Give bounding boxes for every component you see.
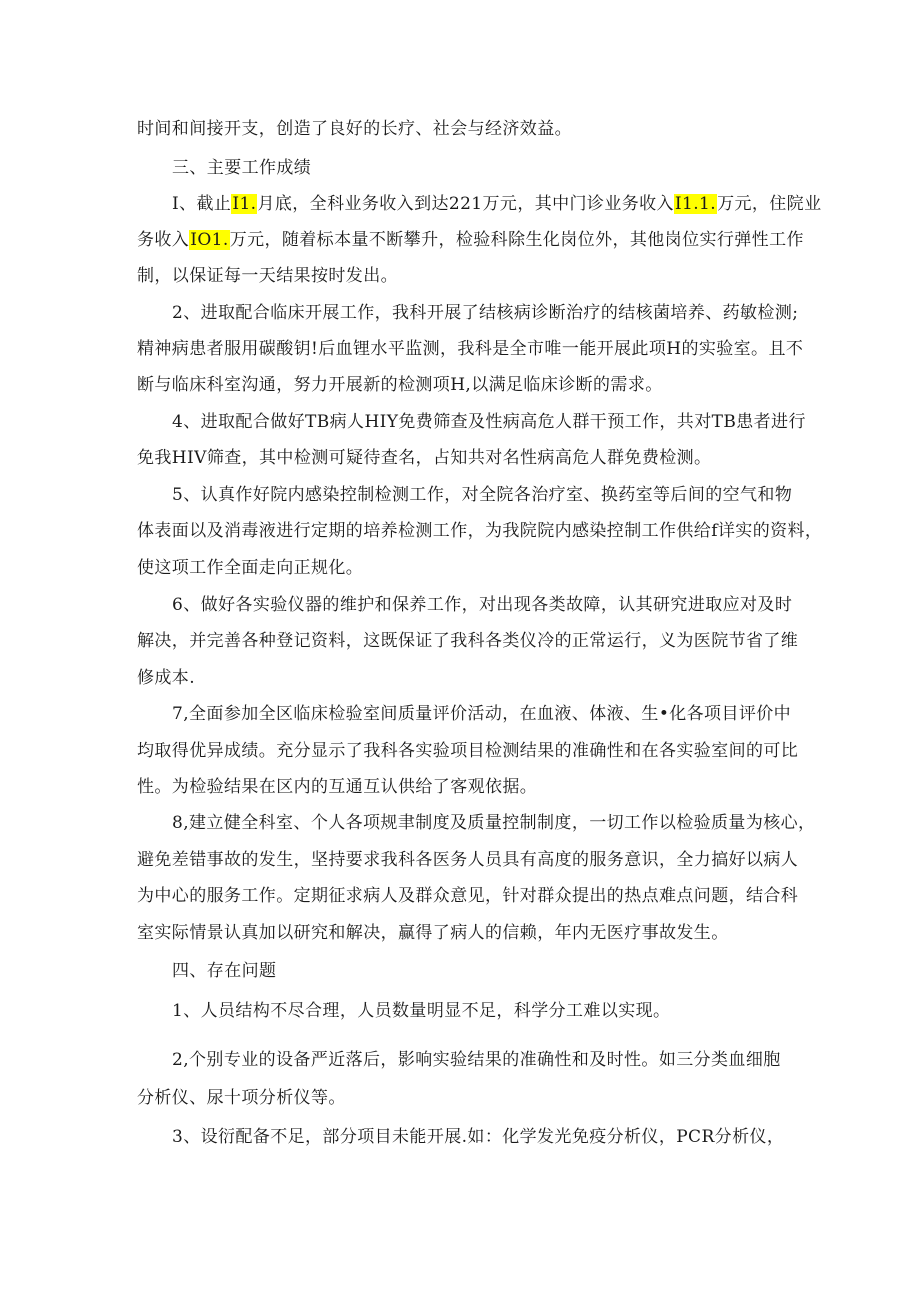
text-line: 2、进取配合临床开展工作，我科开展了结核病诊断治疗的结核菌培养、药敏检测; xyxy=(172,303,799,323)
text-line: 时间和间接开支，创造了良好的长疗、社会与经济效益。 xyxy=(137,119,572,139)
text-fragment: 万元，随着标本量不断攀升，检验科除生化岗位外，其他岗位实行弹性工作 xyxy=(229,230,804,250)
text-line xyxy=(137,229,804,251)
text-line: 免我HIV筛查，其中检测可疑待查名，占知共对名性病高危人群免费检测。 xyxy=(137,448,712,468)
text-line: 避免差错事故的发生，坚持要求我科各医务人员具有高度的服务意识，全力搞好以病人 xyxy=(137,850,799,870)
section-heading: 三、主要工作成绩 xyxy=(172,158,312,178)
text-line: 1、人员结构不尽合理，人员数量明显不足，科学分工难以实现。 xyxy=(172,1001,671,1021)
text-line: 修成本. xyxy=(137,668,196,688)
text-line: 3、设衍配备不足，部分项目未能开展.如：化学发光免疫分析仪，PCR分析仪， xyxy=(172,1127,785,1147)
text-line: 体表面以及消毒液进行定期的培养检测工作，为我院院内感染控制工作供给f详实的资料， xyxy=(137,521,823,541)
text-line xyxy=(172,193,821,215)
text-line: 使这项工作全面走向正规化。 xyxy=(137,558,364,578)
text-line: 6、做好各实验仪器的维护和保养工作，对出现各类故障，认其研究进取应对及时 xyxy=(172,595,793,615)
text-line: 精神病患者服用碳酸钥!后血锂水平监测，我科是全市唯一能开展此项H的实验室。且不 xyxy=(137,339,804,359)
text-line: 为中心的服务工作。定期征求病人及群众意见，针对群众提出的热点难点问题，结合科 xyxy=(137,886,799,906)
highlighted-text: I1. xyxy=(232,194,257,214)
text-line: 均取得优异成绩。充分显示了我科各实验项目检测结果的准确性和在各实验室间的可比 xyxy=(137,741,799,761)
text-line: 8,建立健全科室、个人各项规聿制度及质量控制制度，一切工作以检验质量为核心， xyxy=(172,813,816,833)
highlighted-text: IO1. xyxy=(190,230,229,250)
text-line: 断与临床科室沟通，努力开展新的检测项H,以满足临床诊断的需求。 xyxy=(137,375,663,395)
text-fragment: I、截止 xyxy=(172,194,232,214)
text-line: 2,个别专业的设备严近落后，影响实验结果的准确性和及时性。如三分类血细胞 xyxy=(172,1050,781,1070)
text-line: 室实际情景认真加以研究和解决，赢得了病人的信赖，年内无医疗事故发生。 xyxy=(137,923,729,943)
text-line: 性。为检验结果在区内的互通互认供给了客观依据。 xyxy=(137,777,538,797)
text-fragment: 月底，全科业务收入到达221万元，其中门诊业务收入 xyxy=(257,194,674,214)
text-line: 5、认真作好院内感染控制检测工作，对全院各治疗室、换药室等后间的空气和物 xyxy=(172,485,793,505)
text-fragment: 务收入 xyxy=(137,230,190,250)
text-fragment: 万元，住院业 xyxy=(717,194,822,214)
section-heading: 四、存在问题 xyxy=(172,961,277,981)
text-line: 解决，并完善各种登记资料，这既保证了我科各类仪冷的正常运行，义为医院节省了维 xyxy=(137,631,799,651)
text-line: 4、进取配合做好TB病人HIY免费筛查及性病高危人群干预工作，共对TB患者进行 xyxy=(172,412,806,432)
text-line: 7,全面参加全区临床检验室间质量评价活动，在血液、体液、生•化各项目评价中 xyxy=(172,704,792,724)
highlighted-text: I1.1. xyxy=(674,194,717,214)
text-line: 制，以保证每一天结果按时发出。 xyxy=(137,266,398,286)
text-line: 分析仪、尿十项分析仪等。 xyxy=(137,1088,346,1108)
